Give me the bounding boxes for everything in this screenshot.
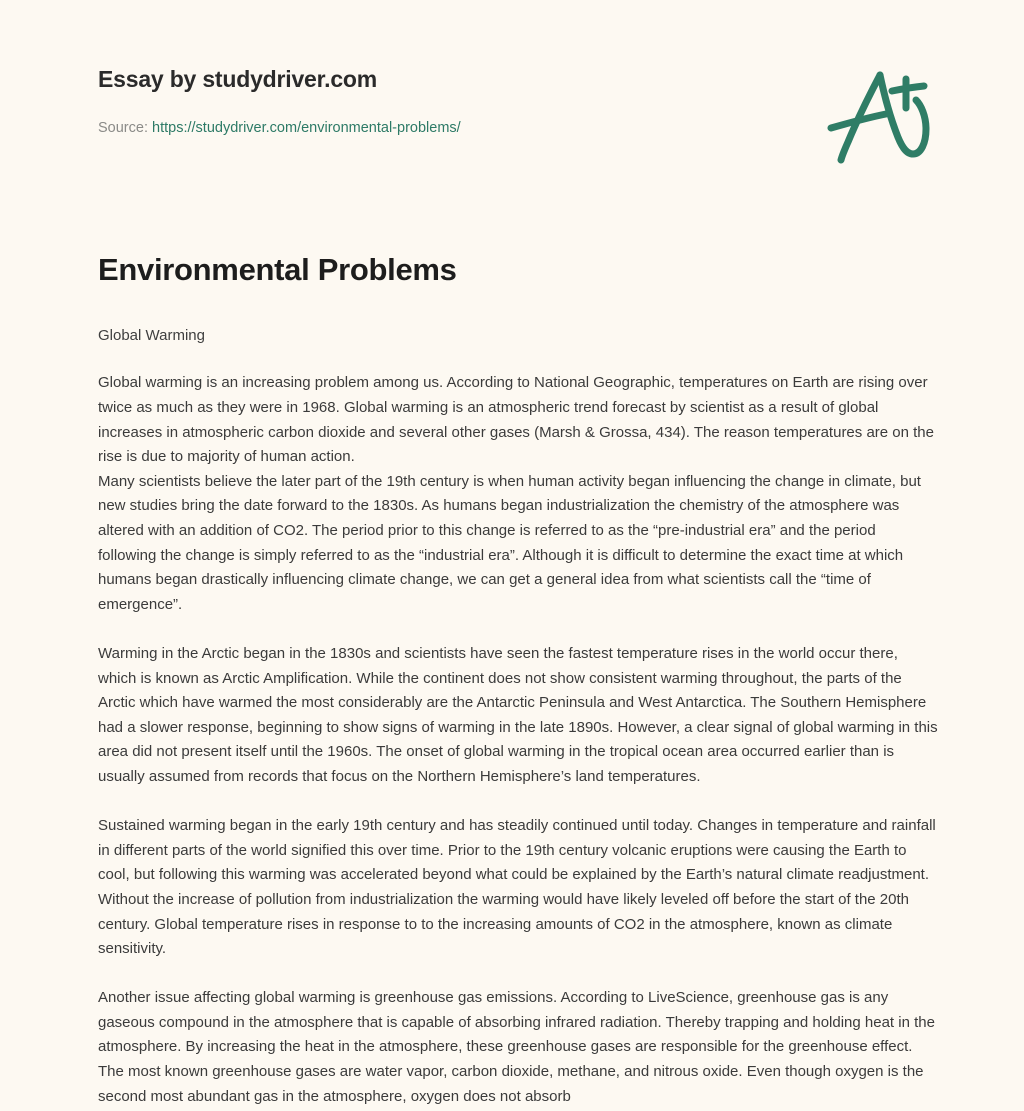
body-paragraph: Sustained warming began in the early 19th century and has steadily continued until today. Changes in temperature and rainfall in different parts of the world signified this over time. Prior to the 19th century volcanic eruptions were causing the Earth to cool, but following this warming was accelerated beyond what could be explained by the Earth’s natural climate readjustment. Without the increase of pollution from industrialization the warming would have likely leveled off before the start of the 20th century. Global temperature rises in response to to the increasing amounts of CO2 in the atmosphere, known as climate sensitivity. (98, 817, 936, 958)
source-label: Source: (98, 120, 148, 136)
page-header (0, 0, 1024, 200)
paragraph-list (98, 371, 938, 1109)
source-url-link[interactable]: https://studydriver.com/environmental-problems/ (152, 120, 461, 136)
source-line (98, 120, 461, 136)
byline: Essay by studydriver.com (98, 66, 378, 92)
body-paragraph: Another issue affecting global warming is greenhouse gas emissions. According to LiveScience, greenhouse gas is any gaseous compound in the atmosphere that is capable of absorbing infrared radiation. Thereby trapping and holding heat in the atmosphere. By increasing the heat in the atmosphere, these greenhouse gases are responsible for the greenhouse effect. The most known greenhouse gases are water vapor, carbon dioxide, methane, and nitrous oxide. Even though oxygen is the second most abundant gas in the atmosphere, oxygen does not absorb (98, 989, 935, 1105)
page-title: Environmental Problems (98, 252, 457, 287)
a-plus-logo-icon (818, 66, 933, 166)
section-subheading: Global Warming (98, 327, 205, 345)
body-paragraph: Many scientists believe the later part of the 19th century is when human activity began influencing the change in climate, but new studies bring the date forward to the 1830s. As humans began industrialization the chemistry of the atmosphere was altered with an addition of CO2. The period prior to this change is referred to as the “pre-industrial era” and the period following the change is simply referred to as the “industrial era”. Although it is difficult to determine the exact time at which humans began drastically influencing climate change, we can get a general idea from what scientists call the “time of emergence”. (98, 472, 921, 613)
body-paragraph: Global warming is an increasing problem among us. According to National Geographic, temperatures on Earth are rising over twice as much as they were in 1968. Global warming is an atmospheric trend forecast by scientist as a result of global increases in atmospheric carbon dioxide and several other gases (Marsh & Grossa, 434). The reason temperatures are on the rise is due to majority of human action. (98, 374, 934, 466)
body-paragraph: Warming in the Arctic began in the 1830s and scientists have seen the fastest temperature rises in the world occur there, which is known as Arctic Amplification. While the continent does not show consistent warming throughout, the parts of the Arctic which have warmed the most considerably are the Antarctic Peninsula and West Antarctica. The Southern Hemisphere had a slower response, beginning to show signs of warming in the late 1890s. However, a clear signal of global warming in this area did not present itself until the 1960s. The onset of global warming in the tropical ocean area occurred earlier than is usually assumed from records that focus on the Northern Hemisphere’s land temperatures. (98, 644, 938, 785)
article-body (98, 251, 938, 1109)
